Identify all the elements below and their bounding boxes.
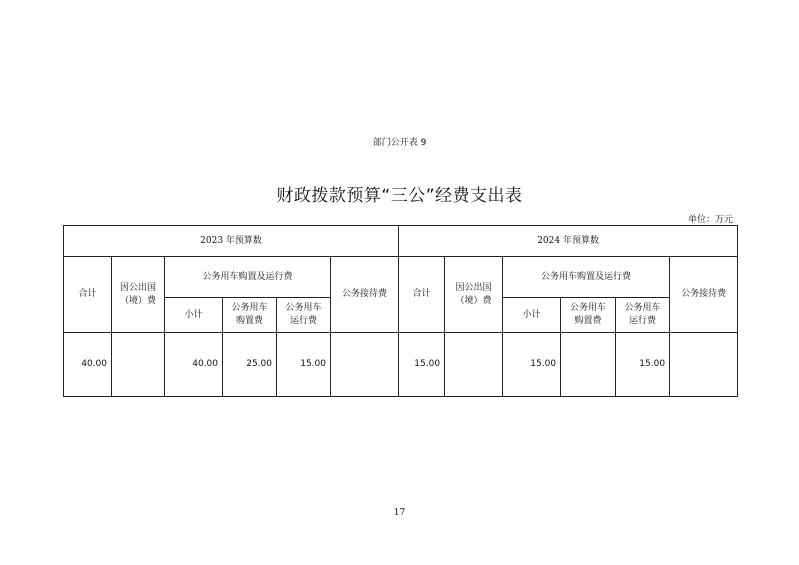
unit-label: 单位：万元: [687, 215, 733, 225]
operation-header-2024: [616, 298, 670, 333]
purchase-header-line2: 购置费: [574, 316, 602, 326]
abroad-value-2024: [445, 333, 503, 397]
reception-header-2024: 公务接待费: [670, 257, 738, 333]
vehicle-group-header-2024: 公务用车购置及运行费: [503, 257, 670, 298]
subtotal-header-2023: 小计: [165, 298, 223, 333]
operation-header-line1: 公务用车: [624, 303, 661, 313]
page-number: [0, 508, 799, 518]
table-row: [64, 333, 738, 397]
subtotal-value-2024: 15.00: [503, 333, 561, 397]
budget-table: [63, 225, 738, 397]
total-header-2024: 合计: [399, 257, 445, 333]
reception-header-2023: 公务接待费: [331, 257, 399, 333]
purchase-header-line1: 公务用车: [570, 303, 607, 313]
abroad-value-2023: [112, 333, 165, 397]
year-header-row: [64, 226, 738, 257]
abroad-header-2023: [112, 257, 165, 333]
purchase-value-2023: 25.00: [223, 333, 277, 397]
abroad-header-line2: （境）费: [455, 295, 492, 306]
abroad-header-line2: （境）费: [119, 295, 156, 306]
purchase-header-line1: 公务用车: [231, 303, 268, 313]
column-header-row: [64, 257, 738, 298]
abroad-header-2024: [445, 257, 503, 333]
year-2023-header: 2023 年预算数: [64, 226, 399, 257]
operation-header-2023: [277, 298, 331, 333]
year-2024-header: 2024 年预算数: [399, 226, 738, 257]
table-number-label: 部门公开表 9: [372, 138, 427, 148]
purchase-header-line2: 购置费: [235, 316, 263, 326]
reception-value-2024: [670, 333, 738, 397]
operation-value-2023: 15.00: [277, 333, 331, 397]
total-value-2023: 40.00: [64, 333, 112, 397]
abroad-header-line1: 因公出国: [119, 282, 156, 293]
reception-value-2023: [331, 333, 399, 397]
abroad-header-line1: 因公出国: [455, 282, 492, 293]
subtotal-value-2023: 40.00: [165, 333, 223, 397]
purchase-value-2024: [561, 333, 616, 397]
subtotal-header-2024: 小计: [503, 298, 561, 333]
operation-header-line2: 运行费: [289, 316, 317, 326]
purchase-header-2024: [561, 298, 616, 333]
page-title: 财政拨款预算“三公”经费支出表: [276, 186, 523, 206]
operation-header-line2: 运行费: [629, 316, 657, 326]
vehicle-group-header-2023: 公务用车购置及运行费: [165, 257, 331, 298]
total-header-2023: 合计: [64, 257, 112, 333]
page-number-text: 17: [393, 508, 406, 518]
operation-value-2024: 15.00: [616, 333, 670, 397]
operation-header-line1: 公务用车: [285, 303, 322, 313]
purchase-header-2023: [223, 298, 277, 333]
total-value-2024: 15.00: [399, 333, 445, 397]
